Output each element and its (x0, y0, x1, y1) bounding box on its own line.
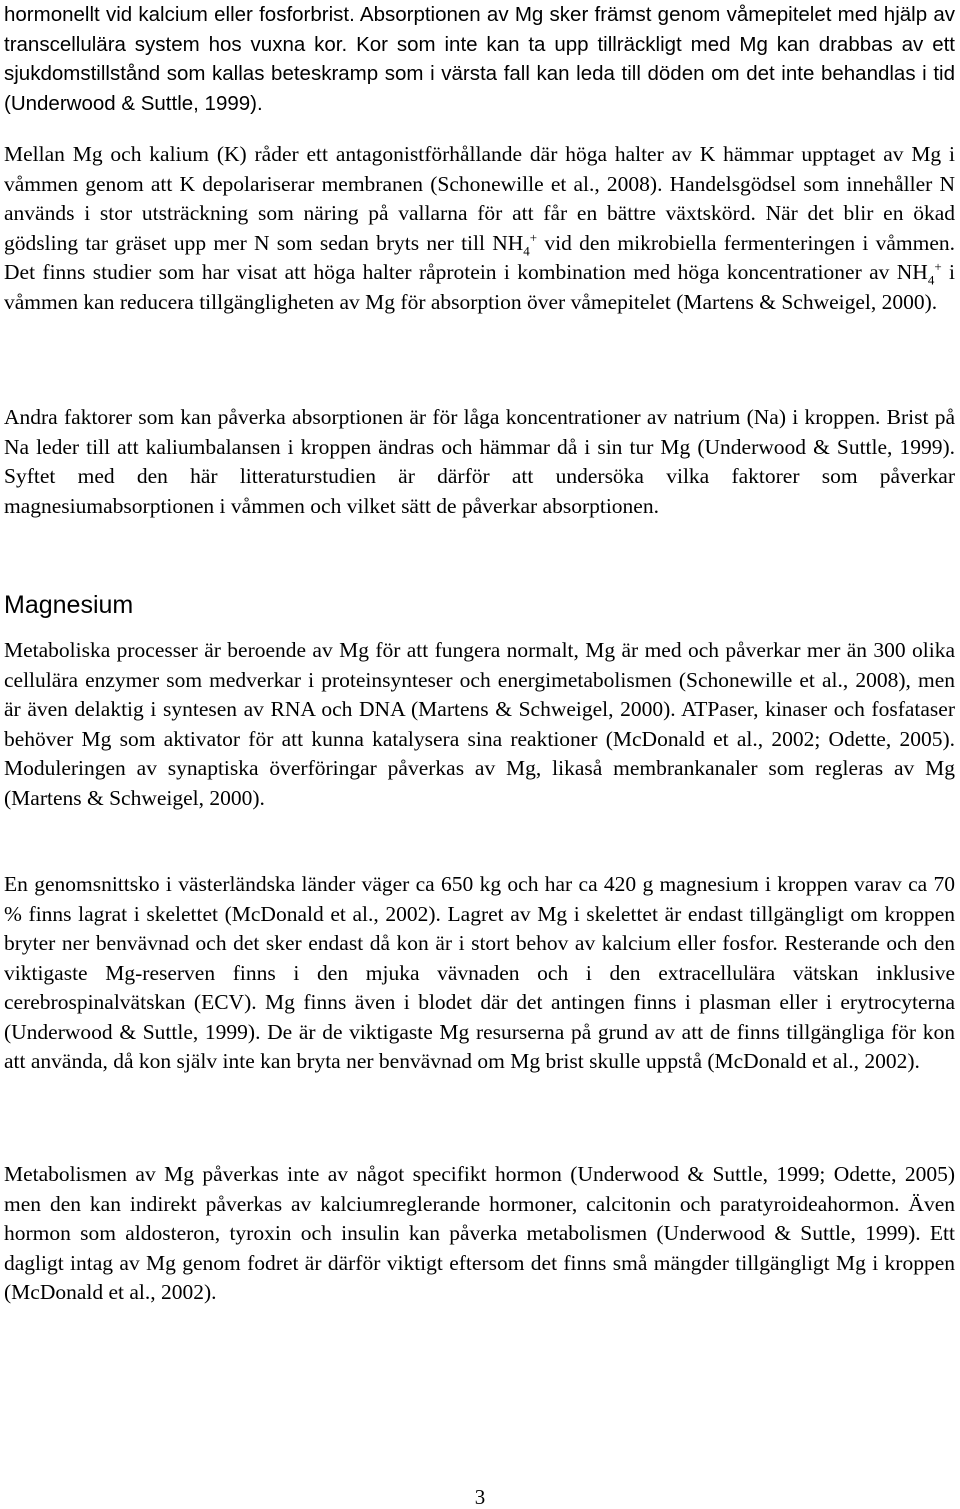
paragraph-intro-continued: hormonellt vid kalcium eller fosforbrist. Absorptionen av Mg sker främst genom våmepitelet med hjälp av transcellulära system hos vuxna kor. Kor som inte kan ta upp tillräckligt med Mg kan drabbas av ett sjukdomstillstånd som kallas beteskramp som i värsta fall kan leda till döden om det inte behandlas i tid (Underwood & Suttle, 1999). (4, 3, 955, 115)
page-number: 3 (474, 1485, 486, 1509)
paragraph-antagonism-part-1: Mellan Mg och kalium (K) råder ett antagonistförhållande där höga halter av K hämmar upptaget av Mg i våmmen genom att K depolariserar membranen (Schonewille et al., 2008). Handelsgödsel som innehåller N används i stor utsträckning som näring på vallarna för att får en bättre växtskörd. När det blir en ökad gödsling tar gräset upp mer N som sedan bryts ner till NH (4, 142, 955, 255)
nh4-superscript: + (529, 229, 538, 245)
paragraph-other-factors: Andra faktorer som kan påverka absorptionen är för låga koncentrationer av natrium (Na) i kroppen. Brist på Na leder till att kaliumbalansen i kroppen ändras och hämmar då i sin tur Mg (Underwood & Suttle, 1999). Syftet med den här litteraturstudien är därför att undersöka vilka faktorer som påverkar magnesiumabsorptionen i våmmen och vilket sätt de påverkar absorptionen. (4, 405, 955, 518)
nh4-superscript-2: + (934, 258, 942, 274)
section-heading-magnesium: Magnesium (4, 591, 134, 619)
paragraph-metabolism-hormones: Metabolismen av Mg påverkas inte av något specifikt hormon (Underwood & Suttle, 1999; Odette, 2005) men den kan indirekt påverkas av kalciumreglerande hormoner, calcitonin och paratyroideahormon. Även hormon som aldosteron, tyroxin och insulin kan påverka metabolismen (Underwood & Suttle, 1999). Ett dagligt intag av Mg genom fodret är därför viktigt eftersom det finns små mängder tillgängligt Mg i kroppen (McDonald et al., 2002). (4, 1162, 955, 1304)
paragraph-body-distribution: En genomsnittsko i västerländska länder väger ca 650 kg och har ca 420 g magnesium i kroppen varav ca 70 % finns lagrat i skelettet (McDonald et al., 2002). Lagret av Mg i skelettet är endast tillgängligt om kroppen bryter ner benvävnad och det sker endast då kon är i stort behov av kalcium eller fosfor. Resterande och den viktigaste Mg-reserven finns i den mjuka vävnaden och i den extracellulära vätskan inklusive cerebrospinalvätskan (ECV). Mg finns även i blodet där det antingen finns i plasman eller i erytrocyterna (Underwood & Suttle, 1999). De är de viktigaste Mg resurserna på grund av att de finns tillgängliga för kon att använda, då kon själv inte kan bryta ner benvävnad om Mg brist skulle uppstå (McDonald et al., 2002). (4, 872, 955, 1073)
paragraph-antagonism-part-3: i våmmen kan reducera tillgängligheten av Mg för absorption över våmepitelet (Martens & Schweigel, 2000). (4, 260, 955, 314)
paragraph-antagonism (4, 140, 955, 317)
nh4-subscript: 4 (523, 242, 530, 258)
paragraph-metabolic-processes: Metaboliska processer är beroende av Mg för att fungera normalt, Mg är med och påverkar mer än 300 olika cellulära enzymer som medverkar i proteinsynteser och energimetabolismen (Schonewille et al., 2008), men är även delaktig i syntesen av RNA och DNA (Martens & Schweigel, 2000). ATPaser, kinaser och fosfataser behöver Mg som aktivator för att kunna katalysera sina reaktioner (McDonald et al., 2002; Odette, 2005). Moduleringen av synaptiska överföringar påverkas av Mg, likaså membrankanaler som regleras av Mg (Martens & Schweigel, 2000). (4, 638, 955, 810)
nh4-subscript-2: 4 (927, 272, 935, 288)
paragraph-antagonism-part-2: vid den mikrobiella fermenteringen i våmmen. Det finns studier som har visat att höga halter råprotein i kombination med höga koncentrationer av NH (4, 230, 955, 284)
